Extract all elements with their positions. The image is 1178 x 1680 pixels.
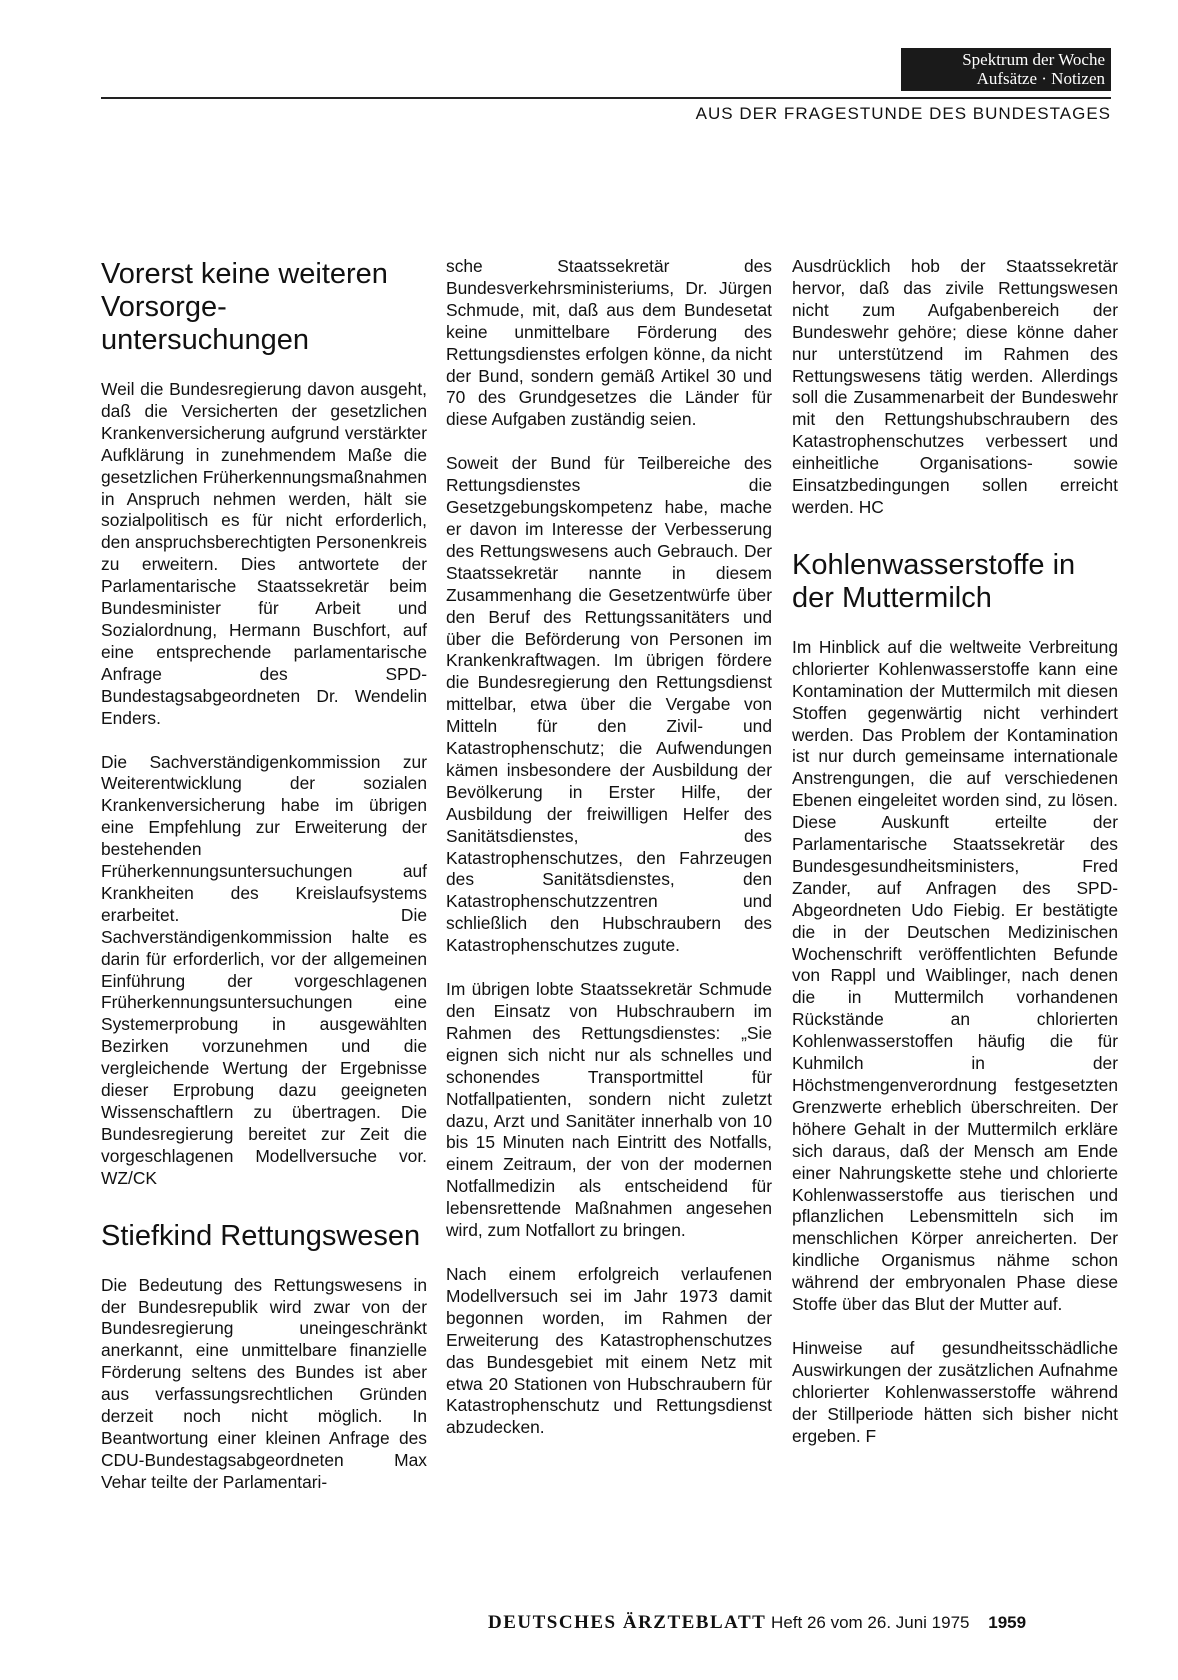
article-paragraph: Im Hinblick auf die weltweite Verbreitung chlorierter Kohlenwasserstoffe kann eine Kontamination der Muttermilch mit diesen Stoffen gegenwärtig nicht verhindert werden. Das Problem der Kontamination ist nur durch gemeinsame internationale Anstrengungen, die auf verschiedenen Ebenen eingeleitet worden sind, zu lösen. Diese Auskunft erteilte der Parlamentarische Staatssekretär des Bundesgesundheitsministers, Fred Zander, auf Anfragen des SPD-Abgeordneten Udo Fiebig. Er bestätigte die in der Deutschen Medizinischen Wochenschrift veröffentlichten Befunde von Rappl und Waiblinger, nach denen die in Muttermilch vorhandenen Rückstände an chlorierten Kohlenwasserstoffen häufig die für Kuhmilch in der Höchstmengenverordnung festgesetzten Grenzwerte erheblich überschreiten. Der höhere Gehalt in der Muttermilch erkläre sich daraus, daß der Mensch am Ende einer Nahrungskette stehe und chlorierte Kohlenwasserstoffe aus tierischen und pflanzlichen Lebensmitteln sich im menschlichen Körper anreicherten. Der kindliche Organismus nähme schon während der embryonalen Phase diese Stoffe über das Blut der Mutter auf. [792, 636, 1118, 1315]
badge-line-2: Aufsätze · Notizen [976, 69, 1105, 88]
article-paragraph: sche Staatssekretär des Bundesverkehrsministeriums, Dr. Jürgen Schmude, mit, daß aus dem Bundesetat keine unmittelbare Förderung des Rettungsdienstes erfolgen könne, da nicht der Bund, sondern gemäß Artikel 30 und 70 des Grundgesetzes die Länder für diese Aufgaben zuständig seien. [446, 256, 772, 430]
article-paragraph: Hinweise auf gesundheitsschädliche Auswirkungen der zusätzlichen Aufnahme chlorierter Kohlenwasserstoffe während der Stillperiode hätten sich bisher nicht ergeben. F [792, 1337, 1118, 1446]
section-heading: AUS DER FRAGESTUNDE DES BUNDESTAGES [695, 104, 1111, 123]
section-badge [901, 48, 1111, 91]
page-footer [488, 1612, 1111, 1634]
column-1 [101, 258, 427, 1516]
article-paragraph: Weil die Bundesregierung davon ausgeht, daß die Versicherten der gesetzlichen Krankenversicherung aufgrund verstärkter Aufklärung in zunehmendem Maße die gesetzlichen Früherkennungsmaßnahmen in Anspruch nehmen werden, hält sie sozialpolitisch es für nicht erforderlich, den anspruchsberechtigten Personenkreis zu erweitern. Dies antwortete der Parlamentarische Staatssekretär beim Bundesminister für Arbeit und Sozialordnung, Hermann Buschfort, auf eine entsprechende parlamentarische Anfrage des SPD-Bundestagsabgeordneten Dr. Wendelin Enders. [101, 379, 427, 728]
journal-name: DEUTSCHES ÄRZTEBLATT [488, 1612, 767, 1633]
article-paragraph: Im übrigen lobte Staatssekretär Schmude den Einsatz von Hubschraubern im Rahmen des Rettungsdienstes: „Sie eignen sich nicht nur als schnelles und schonendes Transportmittel für Notfallpatienten, sondern nicht zuletzt dazu, Arzt und Sanitäter innerhalb von 10 bis 15 Minuten nach Eintritt des Notfalls, einem Zeitraum, der von der modernen Notfallmedizin als entscheidend für lebensrettende Maßnahmen angesehen wird, zum Notfallort zu bringen. [446, 979, 772, 1241]
article-title-muttermilch: Kohlenwasserstoffe in der Muttermilch [792, 548, 1076, 614]
article-title-rettungswesen: Stiefkind Rettungswesen [101, 1219, 421, 1252]
page-number: 1959 [988, 1613, 1027, 1632]
article-paragraph: Nach einem erfolgreich verlaufenen Modellversuch sei im Jahr 1973 damit begonnen worden, im Rahmen der Erweiterung des Katastrophenschutzes das Bundesgebiet mit einem Netz mit etwa 20 Stationen von Hubschraubern für Katastrophenschutz und Rettungsdienst abzudecken. [446, 1263, 772, 1438]
issue-info: Heft 26 vom 26. Juni 1975 [771, 1613, 970, 1632]
article-paragraph: Ausdrücklich hob der Staatssekretär hervor, daß das zivile Rettungswesen nicht zum Aufgabenbereich der Bundeswehr gehöre; diese könne daher nur unterstützend im Rahmen des Rettungswesens tätig werden. Allerdings soll die Zusammenarbeit der Bundeswehr mit den Rettungshubschraubern des Katastrophenschutzes verbessert und einheitliche Organisations- sowie Einsatzbedingungen sollen erreicht werden. HC [792, 256, 1118, 517]
header-rule [101, 97, 1111, 99]
article-paragraph: Die Bedeutung des Rettungswesens in der Bundesrepublik wird zwar von der Bundesregierung uneingeschränkt anerkannt, eine unmittelbare finanzielle Förderung seltens des Bundes ist aber aus verfassungsrechtlichen Gründen derzeit noch nicht möglich. In Beantwortung einer kleinen Anfrage des CDU-Bundestagsabgeordneten Max Vehar teilte der Parlamentari- [101, 1274, 427, 1492]
column-2 [446, 256, 772, 1461]
badge-line-1: Spektrum der Woche [962, 50, 1105, 69]
column-3 [792, 256, 1118, 1470]
article-title-vorsorge: Vorerst keine weiteren Vorsorge-untersuchungen [101, 258, 388, 356]
article-paragraph: Die Sachverständigenkommission zur Weiterentwicklung der sozialen Krankenversicherung habe im übrigen eine Empfehlung zur Erweiterung der bestehenden Früherkennungsuntersuchungen auf Krankheiten des Kreislaufsystems erarbeitet. Die Sachverständigenkommission halte es darin für erforderlich, vor der allgemeinen Einführung der vorgeschlagenen Früherkennungsuntersuchungen eine Systemerprobung in ausgewählten Bezirken vorzunehmen und die vergleichende Wertung der Ergebnisse dieser Erprobung dazu geeigneten Wissenschaftlern zu übertragen. Die Bundesregierung bereitet zur Zeit die vorgeschlagenen Modellversuche vor. WZ/CK [101, 751, 427, 1188]
article-paragraph: Soweit der Bund für Teilbereiche des Rettungsdienstes die Gesetzgebungskompetenz habe, mache er davon im Interesse der Verbesserung des Rettungswesens auch Gebrauch. Der Staatssekretär nannte in diesem Zusammenhang die Gesetzentwürfe über den Beruf des Rettungssanitäters und über die Beförderung von Personen im Krankenkraftwagen. Im übrigen fördere die Bundesregierung den Rettungsdienst mittelbar, etwa über die Vergabe von Mitteln für den Zivil- und Katastrophenschutz; die Aufwendungen kämen insbesondere der Ausbildung der Bevölkerung in Erster Hilfe, der Ausbildung der freiwilligen Helfer des Sanitätsdienstes, des Katastrophenschutzes, den Fahrzeugen des Sanitätsdienstes, den Katastrophenschutzzentren und schließlich den Hubschraubern des Katastrophenschutzes zugute. [446, 453, 772, 956]
